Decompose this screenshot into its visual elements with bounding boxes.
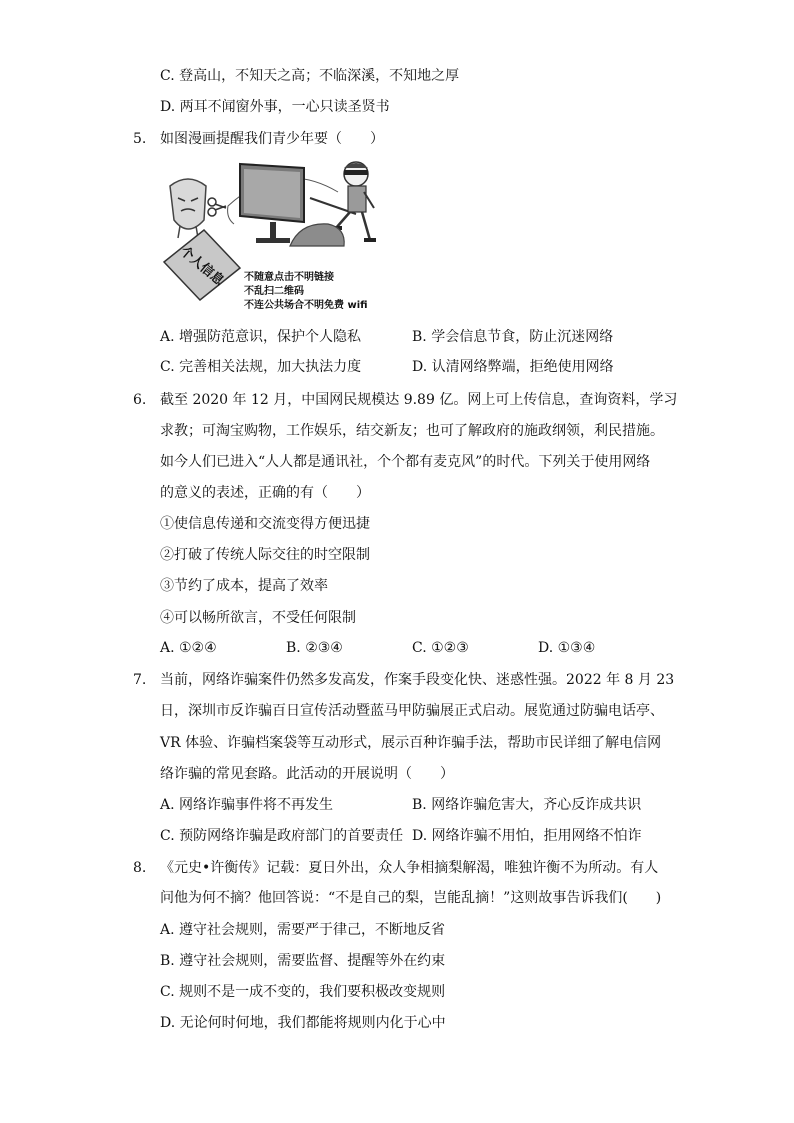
q6-stem-line-3: 如今人们已进入“人人都是通讯社，个个都有麦克风”的时代。下列关于使用网络 <box>160 454 651 470</box>
q6-stem-line-2: 求教；可淘宝购物，工作娱乐，结交新友；也可了解政府的施政纲领，利民措施。 <box>160 423 664 439</box>
q6-stem-line-1: 截至 2020 年 12 月，中国网民规模达 9.89 亿。网上可上传信息，查询资料，学习 <box>160 392 678 408</box>
q5-option-b[interactable]: B. 学会信息节食，防止沉迷网络 <box>412 329 614 345</box>
q6-item-4: ④可以畅所欲言，不受任何限制 <box>160 610 356 626</box>
personal-info-tag-text: 个人信息 <box>176 243 227 289</box>
q8-option-b[interactable]: B. 遵守社会规则，需要监督、提醒等外在约束 <box>160 953 446 969</box>
q5-caption-2: 不乱扫二维码 <box>244 286 304 297</box>
q5-option-d[interactable]: D. 认清网络弊端，拒绝使用网络 <box>412 359 614 375</box>
q7-stem-line-3: VR 体验、诈骗档案袋等互动形式，展示百种诈骗手法，帮助市民详细了解电信网 <box>160 735 662 751</box>
q6-stem-line-4: 的意义的表述，正确的有（ ） <box>160 485 370 501</box>
q5-cartoon <box>160 158 390 316</box>
q8-option-a[interactable]: A. 遵守社会规则，需要严于律己，不断地反省 <box>160 922 446 938</box>
q8-stem-line-1: 《元史•许衡传》记载：夏日外出，众人争相摘梨解渴，唯独许衡不为所动。有人 <box>160 860 659 876</box>
q5-stem: 如图漫画提醒我们青少年要（ ） <box>160 131 384 147</box>
q6-option-d[interactable]: D. ①③④ <box>538 640 596 656</box>
q5-caption-3: 不连公共场合不明免费 wifi <box>244 300 368 311</box>
q6-item-2: ②打破了传统人际交往的时空限制 <box>160 547 370 563</box>
q7-option-b[interactable]: B. 网络诈骗危害大，齐心反诈成共识 <box>412 797 642 813</box>
q6-item-3: ③节约了成本，提高了效率 <box>160 578 328 594</box>
q7-stem-line-2: 日，深圳市反诈骗百日宣传活动暨蓝马甲防骗展正式启动。展览通过防骗电话亭、 <box>160 703 664 719</box>
q7-option-a[interactable]: A. 网络诈骗事件将不再发生 <box>160 797 334 813</box>
q7-stem-line-1: 当前，网络诈骗案件仍然多发高发，作案手段变化快、迷惑性强。2022 年 8 月 23 <box>160 672 675 688</box>
q4-option-c: C. 登高山，不知天之高；不临深溪，不知地之厚 <box>160 68 460 84</box>
q7-stem-line-4: 络诈骗的常见套路。此活动的开展说明（ ） <box>160 766 454 782</box>
q7-number: 7. <box>133 672 147 688</box>
q6-number: 6. <box>133 392 147 408</box>
q5-option-c[interactable]: C. 完善相关法规，加大执法力度 <box>160 359 362 375</box>
q5-number: 5. <box>133 131 147 147</box>
q8-option-d[interactable]: D. 无论何时何地，我们都能将规则内化于心中 <box>160 1015 446 1031</box>
q6-item-1: ①使信息传递和交流变得方便迅捷 <box>160 516 370 532</box>
q4-option-d: D. 两耳不闻窗外事，一心只读圣贤书 <box>160 99 390 115</box>
q8-option-c[interactable]: C. 规则不是一成不变的，我们要积极改变规则 <box>160 984 446 1000</box>
q7-option-c[interactable]: C. 预防网络诈骗是政府部门的首要责任 <box>160 828 404 844</box>
q6-option-c[interactable]: C. ①②③ <box>412 640 469 656</box>
q6-option-a[interactable]: A. ①②④ <box>160 640 217 656</box>
q8-stem-line-2: 问他为何不摘？他回答说：“不是自己的梨，岂能乱摘！”这则故事告诉我们( ) <box>160 890 662 906</box>
q8-number: 8. <box>133 860 147 876</box>
q7-option-d[interactable]: D. 网络诈骗不用怕，拒用网络不怕诈 <box>412 828 642 844</box>
q5-caption-1: 不随意点击不明链接 <box>244 272 334 283</box>
q5-option-a[interactable]: A. 增强防范意识，保护个人隐私 <box>160 329 362 345</box>
q6-option-b[interactable]: B. ②③④ <box>286 640 343 656</box>
